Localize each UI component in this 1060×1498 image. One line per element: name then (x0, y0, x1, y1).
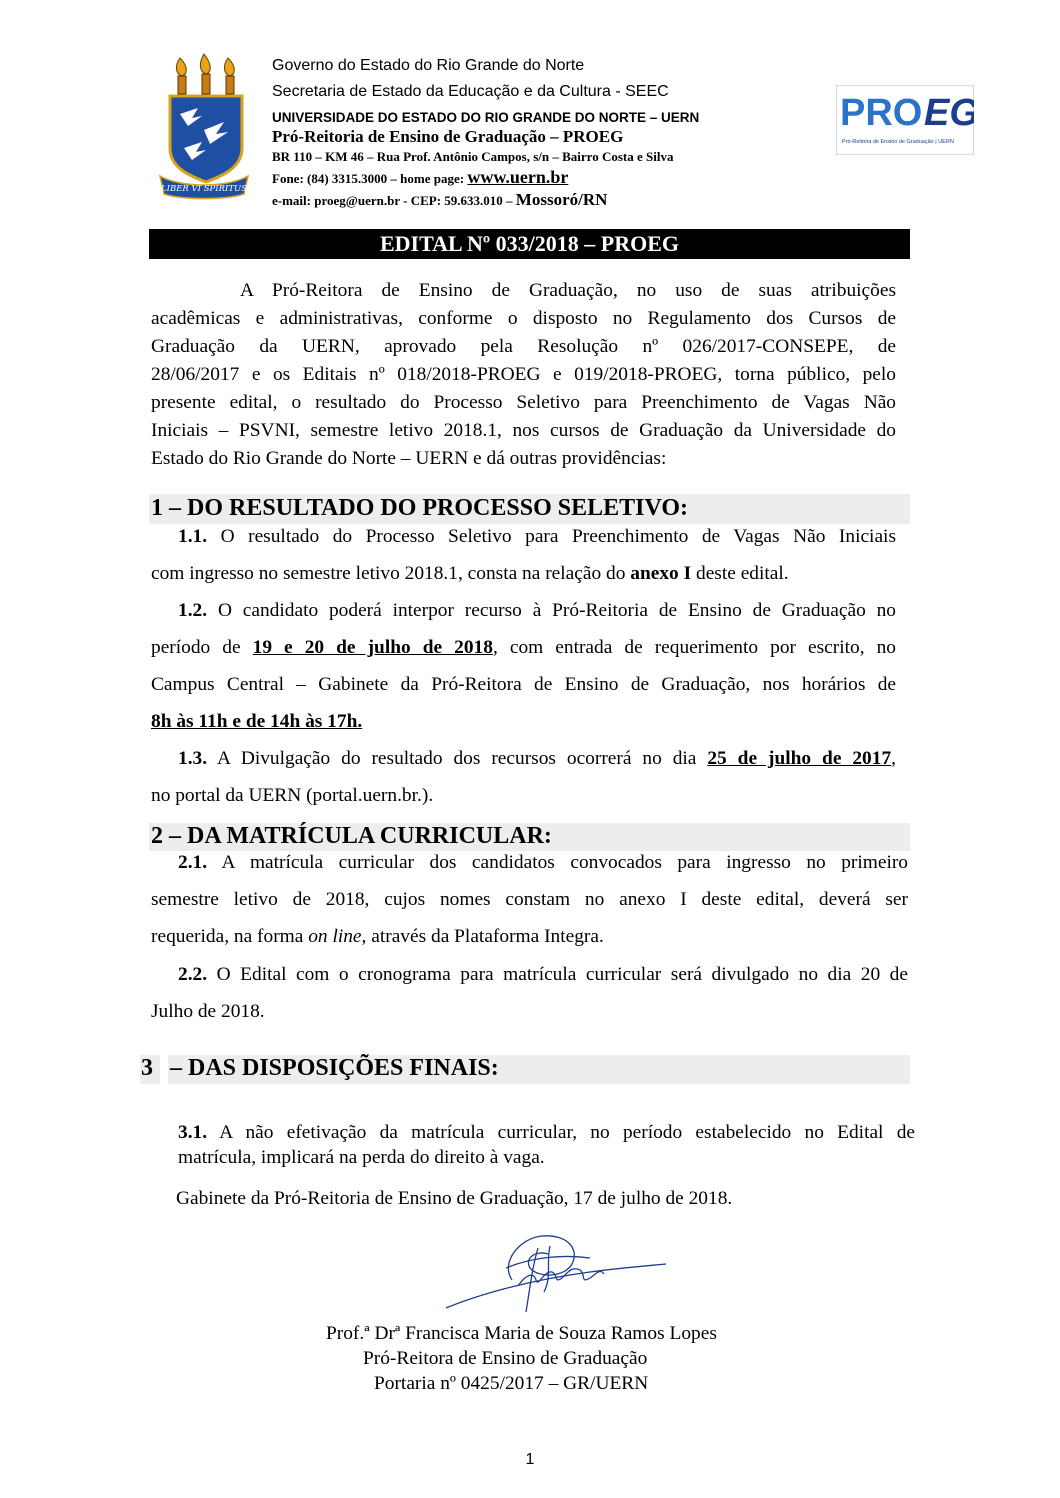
intro-line-7: Estado do Rio Grande do Norte – UERN e dá outras providências: (151, 448, 667, 469)
closing-date: Gabinete da Pró-Reitoria de Ensino de Graduação, 17 de julho de 2018. (176, 1188, 733, 1209)
intro-line-3: Graduação da UERN, aprovado pela Resolução nº 026/2017-CONSEPE, de (151, 336, 896, 357)
uern-crest-logo (158, 52, 250, 200)
signatory-role: Pró-Reitora de Ensino de Graduação (363, 1348, 648, 1369)
header-email (272, 190, 607, 210)
header-proeg: Pró-Reitoria de Ensino de Graduação – PROEG (272, 127, 624, 146)
item-1-2-number: 1.2. (178, 600, 208, 621)
item-1-3-comma: , (891, 748, 897, 769)
item-3-1-text: A não efetivação da matrícula curricular, no período estabelecido no Edital de (219, 1122, 915, 1143)
item-2-1-line-1 (178, 852, 908, 874)
handwritten-signature (440, 1228, 670, 1320)
item-1-2-hours: 8h às 11h e de 14h às 17h. (151, 711, 363, 732)
item-2-2-line-2: Julho de 2018. (151, 1001, 265, 1022)
item-1-2-text: O candidato poderá interpor recurso à Pró-Reitoria de Ensino de Graduação no (217, 600, 896, 621)
item-1-2-dates: 19 e 20 de julho de 2018 (252, 637, 493, 658)
header-address: BR 110 – KM 46 – Rua Prof. Antônio Campos, s/n – Bairro Costa e Silva (272, 149, 674, 164)
item-1-3-text: A Divulgação do resultado dos recursos ocorrerá no dia (216, 748, 697, 769)
item-2-1-number: 2.1. (178, 852, 208, 873)
item-1-2-line-2 (151, 637, 896, 659)
item-1-1-text-2c: deste edital. (696, 563, 789, 584)
item-1-2-text-2c: , com entrada de requerimento por escrito, no (492, 637, 896, 658)
section-1-header (149, 494, 910, 524)
header-secretariat: Secretaria de Estado da Educação e da Cultura - SEEC (272, 83, 669, 100)
document-title: EDITAL Nº 033/2018 – PROEG (149, 229, 910, 259)
item-2-1-text: A matrícula curricular dos candidatos convocados para ingresso no primeiro (221, 852, 908, 873)
section-3-number: 3 (141, 1055, 153, 1081)
item-2-1-line-3 (151, 926, 604, 948)
logo-tagline: Pró-Reitoria de Ensino de Graduação | UERN (842, 139, 954, 145)
section-3-header (168, 1055, 910, 1084)
item-1-3-number: 1.3. (178, 748, 208, 769)
intro-line-5: presente edital, o resultado do Processo Seletivo para Preenchimento de Vagas Não (151, 392, 896, 413)
item-1-1-annex: anexo I (630, 563, 692, 584)
item-1-1-number: 1.1. (178, 526, 208, 547)
signatory-portaria: Portaria nº 0425/2017 – GR/UERN (374, 1373, 649, 1394)
signatory-name: Prof.ª Drª Francisca Maria de Souza Ramos Lopes (326, 1323, 717, 1344)
item-1-3-date: 25 de julho de 2017 (707, 748, 892, 769)
item-1-2-line-1 (178, 600, 896, 622)
header-government: Governo do Estado do Rio Grande do Norte (272, 57, 585, 74)
page-number: 1 (525, 1451, 535, 1468)
item-1-3-line-1 (178, 748, 896, 770)
item-2-1-line-2: semestre letivo de 2018, cujos nomes constam no anexo I deste edital, deverá ser (151, 889, 908, 910)
item-2-2-line-1 (178, 964, 908, 986)
section-1-title: 1 – DO RESULTADO DO PROCESSO SELETIVO: (151, 495, 688, 521)
item-2-2-text: O Edital com o cronograma para matrícula curricular será divulgado no dia 20 de (216, 964, 908, 985)
item-1-1-text: O resultado do Processo Seletivo para Preenchimento de Vagas Não Iniciais (220, 526, 896, 547)
section-3-title: – DAS DISPOSIÇÕES FINAIS: (170, 1055, 499, 1081)
intro-line-2: acadêmicas e administrativas, conforme o disposto no Regulamento dos Cursos de (151, 308, 896, 329)
item-2-2-number: 2.2. (178, 964, 208, 985)
intro-line-4: 28/06/2017 e os Editais nº 018/2018-PROEG e 019/2018-PROEG, torna público, pelo (151, 364, 896, 385)
logo-text-pro: PRO (840, 92, 923, 134)
homepage-link[interactable]: www.uern.br (467, 167, 569, 187)
item-2-1-text-3a: requerida, na forma (151, 926, 304, 947)
item-1-1-line-2 (151, 563, 789, 585)
item-3-1-line-1 (178, 1122, 915, 1144)
intro-line-1: A Pró-Reitora de Ensino de Graduação, no uso de suas atribuições (240, 280, 896, 301)
proeg-logo (836, 85, 974, 155)
item-3-1-number: 3.1. (178, 1122, 208, 1143)
section-2-title: 2 – DA MATRÍCULA CURRICULAR: (151, 823, 552, 849)
header-phone-text: Fone: (84) 3315.3000 – home page: (272, 171, 465, 186)
intro-line-6: Iniciais – PSVNI, semestre letivo 2018.1, nos cursos de Graduação da Universidade do (151, 420, 896, 441)
section-2-header (149, 823, 910, 851)
header-email-text: e-mail: proeg@uern.br - CEP: 59.633.010 – (272, 193, 513, 208)
header-city: Mossoró/RN (515, 190, 608, 209)
item-2-1-online: on line, (308, 926, 367, 947)
header-phone (272, 167, 568, 188)
logo-text-eg: EG (924, 92, 974, 134)
item-1-3-line-2: no portal da UERN (portal.uern.br.). (151, 785, 434, 806)
item-1-2-text-2a: período de (151, 637, 241, 658)
header-university: UNIVERSIDADE DO ESTADO DO RIO GRANDE DO NORTE – UERN (272, 110, 700, 125)
item-3-1-line-2: matrícula, implicará na perda do direito à vaga. (178, 1147, 545, 1168)
item-1-1-text-2a: com ingresso no semestre letivo 2018.1, consta na relação do (151, 563, 626, 584)
crest-motto: LIBER VI SPIRITUS (160, 184, 248, 194)
section-3-number-bg (140, 1055, 160, 1084)
item-1-2-line-3: Campus Central – Gabinete da Pró-Reitora de Ensino de Graduação, nos horários de (151, 674, 896, 695)
item-1-1-line-1 (178, 526, 896, 548)
item-2-1-text-3c: através da Plataforma Integra. (371, 926, 604, 947)
